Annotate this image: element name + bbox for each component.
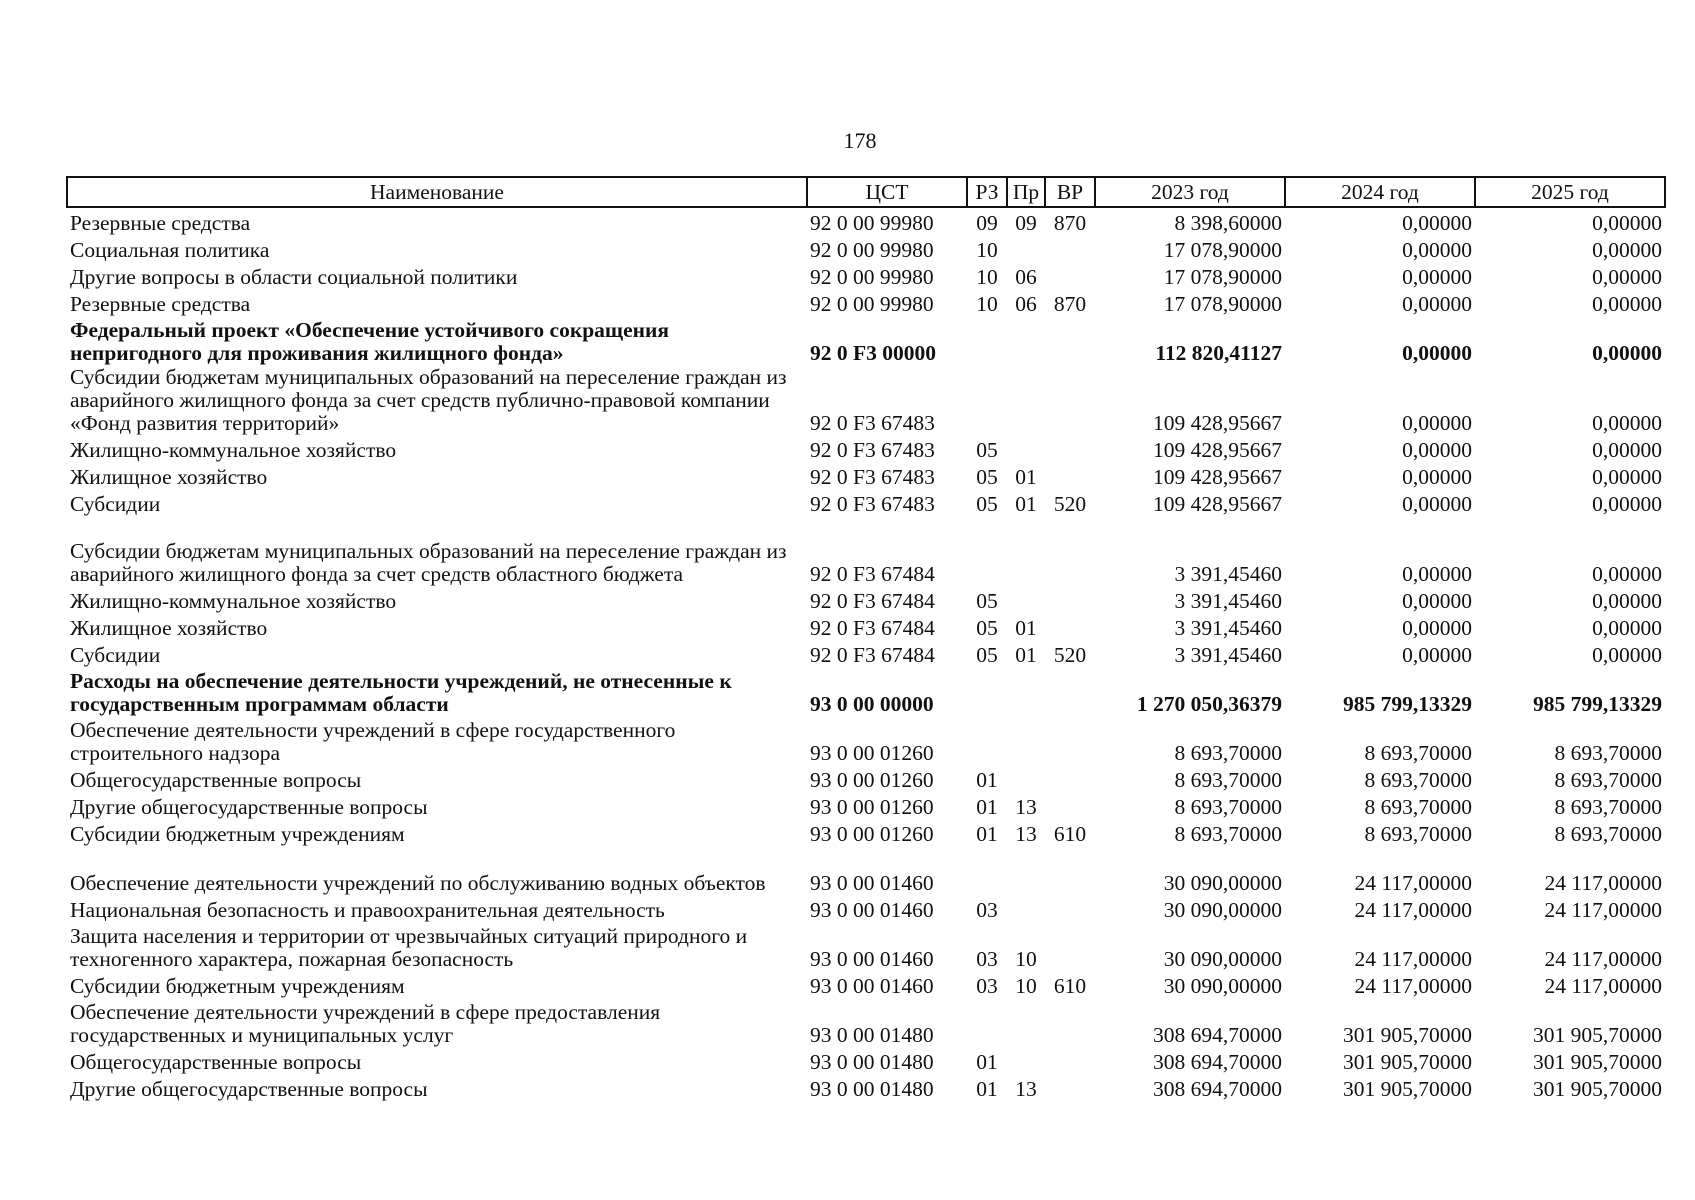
- row-amount-2023: 8 693,70000: [1174, 768, 1282, 792]
- row-pr: [1007, 516, 1045, 586]
- row-pr: 09: [1015, 211, 1037, 235]
- row-name: Общегосударственные вопросы: [70, 1050, 362, 1074]
- row-vr: [1045, 316, 1095, 365]
- row-amount-2024: 8 693,70000: [1364, 768, 1472, 792]
- row-amount-2025: 24 117,00000: [1544, 974, 1662, 998]
- column-header-name: Наименование: [67, 177, 807, 207]
- row-amount-2023: 3 391,45460: [1174, 589, 1282, 613]
- row-pr: 01: [1015, 616, 1037, 640]
- row-vr: [1045, 1047, 1095, 1074]
- row-vr: [1045, 998, 1095, 1047]
- budget-table: [66, 176, 1666, 1101]
- row-pr: [1007, 435, 1045, 462]
- row-name: Национальная безопасность и правоохранительная деятельность: [70, 898, 665, 922]
- row-pr: [1007, 895, 1045, 922]
- row-vr: [1045, 435, 1095, 462]
- row-name: Субсидии бюджетным учреждениям: [70, 822, 405, 846]
- row-rz: [967, 998, 1007, 1047]
- row-rz: 05: [976, 465, 998, 489]
- row-amount-2023: 109 428,95667: [1153, 465, 1282, 489]
- row-name: Жилищно-коммунальное хозяйство: [70, 438, 397, 462]
- row-cst: 92 0 00 99980: [810, 265, 934, 289]
- row-name: Резервные средства: [70, 292, 251, 316]
- row-pr: [1007, 998, 1045, 1047]
- row-amount-2024: 301 905,70000: [1343, 1023, 1472, 1047]
- row-pr: 06: [1015, 265, 1037, 289]
- row-rz: [967, 365, 1007, 435]
- row-amount-2025: 0,00000: [1592, 643, 1662, 667]
- row-rz: 03: [976, 898, 998, 922]
- row-amount-2025: 0,00000: [1592, 211, 1662, 235]
- row-vr: [1045, 613, 1095, 640]
- row-amount-2025: 24 117,00000: [1544, 871, 1662, 895]
- row-rz: 01: [976, 768, 998, 792]
- row-amount-2025: 0,00000: [1592, 465, 1662, 489]
- row-cst: 93 0 00 01460: [810, 947, 934, 971]
- row-amount-2025: 0,00000: [1592, 589, 1662, 613]
- row-rz: 03: [976, 947, 998, 971]
- row-cst: 93 0 00 01260: [810, 795, 934, 819]
- table-row: [67, 365, 1665, 435]
- row-vr: 870: [1053, 292, 1087, 316]
- row-amount-2023: 1 270 050,36379: [1136, 692, 1282, 716]
- row-name: Другие общегосударственные вопросы: [70, 795, 428, 819]
- row-amount-2024: 0,00000: [1402, 643, 1472, 667]
- row-amount-2023: 109 428,95667: [1153, 492, 1282, 516]
- row-name: Социальная политика: [70, 238, 270, 262]
- row-cst: 93 0 00 01480: [810, 1050, 934, 1074]
- row-amount-2024: 24 117,00000: [1354, 947, 1472, 971]
- column-header-vr: ВР: [1045, 177, 1095, 207]
- row-amount-2023: 8 693,70000: [1174, 741, 1282, 765]
- table-row: [67, 998, 1665, 1047]
- table-row: [67, 765, 1665, 792]
- row-amount-2024: 0,00000: [1402, 411, 1472, 435]
- row-rz: 10: [976, 292, 998, 316]
- row-amount-2023: 8 693,70000: [1174, 795, 1282, 819]
- row-name: Субсидии бюджетным учреждениям: [70, 974, 405, 998]
- row-amount-2025: 0,00000: [1592, 616, 1662, 640]
- row-amount-2025: 0,00000: [1592, 292, 1662, 316]
- row-pr: [1007, 235, 1045, 262]
- row-amount-2023: 30 090,00000: [1163, 974, 1282, 998]
- row-pr: [1007, 716, 1045, 765]
- row-amount-2025: 0,00000: [1592, 562, 1662, 586]
- row-pr: 13: [1015, 1077, 1037, 1101]
- row-vr: [1045, 1074, 1095, 1101]
- row-pr: [1007, 765, 1045, 792]
- row-amount-2025: 0,00000: [1592, 265, 1662, 289]
- row-amount-2025: 0,00000: [1592, 438, 1662, 462]
- row-vr: [1045, 765, 1095, 792]
- column-header-rz: РЗ: [967, 177, 1007, 207]
- table-row: [67, 971, 1665, 998]
- row-amount-2025: 0,00000: [1592, 341, 1662, 365]
- row-pr: [1007, 1047, 1045, 1074]
- table-row: [67, 435, 1665, 462]
- row-name: Другие вопросы в области социальной политики: [70, 265, 518, 289]
- table-row: [67, 922, 1665, 971]
- row-name: Федеральный проект «Обеспечение устойчивого сокращения непригодного для проживания жилищного фонда»: [70, 318, 670, 365]
- row-pr: 13: [1015, 822, 1037, 846]
- column-header-2025: 2025 год: [1475, 177, 1665, 207]
- column-header-2023: 2023 год: [1095, 177, 1285, 207]
- row-amount-2023: 30 090,00000: [1163, 947, 1282, 971]
- row-rz: 05: [976, 643, 998, 667]
- row-amount-2024: 0,00000: [1402, 438, 1472, 462]
- table-row: [67, 316, 1665, 365]
- row-rz: 01: [976, 795, 998, 819]
- table-row: [67, 516, 1665, 586]
- row-pr: 13: [1015, 795, 1037, 819]
- table-row: [67, 289, 1665, 316]
- row-rz: 05: [976, 616, 998, 640]
- table-row: [67, 716, 1665, 765]
- row-amount-2023: 17 078,90000: [1163, 292, 1282, 316]
- row-amount-2024: 0,00000: [1402, 211, 1472, 235]
- row-rz: 05: [976, 438, 998, 462]
- row-amount-2024: 24 117,00000: [1354, 898, 1472, 922]
- row-amount-2025: 24 117,00000: [1544, 947, 1662, 971]
- row-amount-2023: 308 694,70000: [1153, 1023, 1282, 1047]
- table-row: [67, 613, 1665, 640]
- row-name: Субсидии бюджетам муниципальных образований на переселение граждан из аварийного жилищного фонда за счет средств областного бюджета: [70, 539, 787, 586]
- row-cst: 92 0 F3 67484: [810, 562, 935, 586]
- row-cst: 92 0 F3 67483: [810, 438, 935, 462]
- table-header-row: [67, 177, 1665, 207]
- row-amount-2023: 109 428,95667: [1153, 411, 1282, 435]
- row-pr: 10: [1015, 947, 1037, 971]
- row-amount-2024: 301 905,70000: [1343, 1050, 1472, 1074]
- row-amount-2025: 985 799,13329: [1533, 692, 1662, 716]
- table-row: [67, 640, 1665, 667]
- column-header-pr: Пр: [1007, 177, 1045, 207]
- row-cst: 93 0 00 00000: [810, 692, 934, 716]
- row-rz: 03: [976, 974, 998, 998]
- row-rz: [967, 516, 1007, 586]
- row-pr: [1007, 586, 1045, 613]
- row-amount-2025: 8 693,70000: [1554, 822, 1662, 846]
- row-name: Обеспечение деятельности учреждений по обслуживанию водных объектов: [70, 871, 766, 895]
- row-vr: [1045, 895, 1095, 922]
- row-cst: 93 0 00 01460: [810, 898, 934, 922]
- row-amount-2025: 8 693,70000: [1554, 795, 1662, 819]
- row-rz: 01: [976, 822, 998, 846]
- row-vr: [1045, 586, 1095, 613]
- row-vr: [1045, 716, 1095, 765]
- row-amount-2024: 0,00000: [1402, 465, 1472, 489]
- row-rz: 01: [976, 1077, 998, 1101]
- row-pr: [1007, 316, 1045, 365]
- row-pr: [1007, 667, 1045, 716]
- row-amount-2024: 8 693,70000: [1364, 822, 1472, 846]
- row-cst: 92 0 F3 67483: [810, 411, 935, 435]
- row-vr: 610: [1053, 974, 1087, 998]
- table-row: [67, 1047, 1665, 1074]
- row-amount-2024: 0,00000: [1402, 265, 1472, 289]
- table-row: [67, 586, 1665, 613]
- row-cst: 93 0 00 01260: [810, 822, 934, 846]
- row-cst: 92 0 00 99980: [810, 292, 934, 316]
- row-vr: [1045, 462, 1095, 489]
- row-cst: 93 0 00 01460: [810, 871, 934, 895]
- row-name: Общегосударственные вопросы: [70, 768, 362, 792]
- column-header-cst: ЦСТ: [807, 177, 967, 207]
- row-amount-2024: 0,00000: [1402, 238, 1472, 262]
- row-amount-2023: 17 078,90000: [1163, 238, 1282, 262]
- row-vr: [1045, 922, 1095, 971]
- row-pr: 01: [1015, 465, 1037, 489]
- row-vr: [1045, 667, 1095, 716]
- row-amount-2024: 0,00000: [1402, 341, 1472, 365]
- row-amount-2024: 0,00000: [1402, 589, 1472, 613]
- row-rz: 01: [976, 1050, 998, 1074]
- row-amount-2024: 985 799,13329: [1343, 692, 1472, 716]
- row-rz: [967, 846, 1007, 895]
- row-rz: [967, 667, 1007, 716]
- table-row: [67, 792, 1665, 819]
- row-amount-2024: 301 905,70000: [1343, 1077, 1472, 1101]
- row-amount-2025: 0,00000: [1592, 411, 1662, 435]
- row-cst: 93 0 00 01480: [810, 1077, 934, 1101]
- row-amount-2025: 301 905,70000: [1533, 1077, 1662, 1101]
- row-name: Обеспечение деятельности учреждений в сфере государственного строительного надзора: [70, 718, 676, 765]
- row-vr: [1045, 516, 1095, 586]
- row-amount-2024: 0,00000: [1402, 492, 1472, 516]
- table-row: [67, 489, 1665, 516]
- row-name: Резервные средства: [70, 211, 251, 235]
- row-cst: 92 0 F3 67484: [810, 616, 935, 640]
- row-pr: 10: [1015, 974, 1037, 998]
- row-cst: 92 0 F3 00000: [810, 341, 937, 365]
- row-amount-2024: 0,00000: [1402, 562, 1472, 586]
- row-amount-2023: 3 391,45460: [1174, 562, 1282, 586]
- row-cst: 92 0 F3 67483: [810, 492, 935, 516]
- table-row: [67, 819, 1665, 846]
- row-name: Субсидии: [70, 643, 161, 667]
- row-cst: 92 0 F3 67484: [810, 643, 935, 667]
- table-row: [67, 667, 1665, 716]
- row-amount-2024: 24 117,00000: [1354, 974, 1472, 998]
- row-amount-2023: 3 391,45460: [1174, 643, 1282, 667]
- row-amount-2023: 17 078,90000: [1163, 265, 1282, 289]
- row-cst: 93 0 00 01480: [810, 1023, 934, 1047]
- row-amount-2023: 112 820,41127: [1155, 341, 1282, 365]
- table-row: [67, 895, 1665, 922]
- row-vr: 520: [1053, 492, 1087, 516]
- row-vr: [1045, 846, 1095, 895]
- row-amount-2025: 301 905,70000: [1533, 1050, 1662, 1074]
- row-amount-2024: 0,00000: [1402, 292, 1472, 316]
- row-amount-2023: 8 398,60000: [1174, 211, 1282, 235]
- row-cst: 92 0 F3 67483: [810, 465, 935, 489]
- row-name: Расходы на обеспечение деятельности учреждений, не отнесенные к государственным программам области: [70, 669, 732, 716]
- row-vr: [1045, 365, 1095, 435]
- row-vr: 520: [1053, 643, 1087, 667]
- row-pr: [1007, 846, 1045, 895]
- row-vr: [1045, 235, 1095, 262]
- row-vr: [1045, 792, 1095, 819]
- row-cst: 92 0 00 99980: [810, 211, 934, 235]
- row-rz: 10: [976, 265, 998, 289]
- row-rz: [967, 716, 1007, 765]
- row-amount-2025: 0,00000: [1592, 238, 1662, 262]
- row-amount-2025: 8 693,70000: [1554, 768, 1662, 792]
- table-row: [67, 846, 1665, 895]
- row-pr: [1007, 365, 1045, 435]
- row-cst: 93 0 00 01460: [810, 974, 934, 998]
- row-amount-2023: 308 694,70000: [1153, 1077, 1282, 1101]
- row-name: Субсидии бюджетам муниципальных образований на переселение граждан из аварийного жилищного фонда за счет средств публично-правовой компании «Фонд развития территорий»: [70, 365, 787, 435]
- row-name: Жилищное хозяйство: [70, 616, 268, 640]
- table-body: [67, 207, 1665, 1101]
- table-row: [67, 462, 1665, 489]
- row-rz: [967, 316, 1007, 365]
- row-rz: 10: [976, 238, 998, 262]
- row-amount-2023: 30 090,00000: [1163, 898, 1282, 922]
- row-amount-2024: 8 693,70000: [1364, 795, 1472, 819]
- row-amount-2023: 3 391,45460: [1174, 616, 1282, 640]
- table-row: [67, 207, 1665, 235]
- row-vr: [1045, 262, 1095, 289]
- column-header-2024: 2024 год: [1285, 177, 1475, 207]
- row-name: Обеспечение деятельности учреждений в сфере предоставления государственных и муниципальных услуг: [70, 1000, 661, 1047]
- row-cst: 93 0 00 01260: [810, 741, 934, 765]
- row-amount-2025: 0,00000: [1592, 492, 1662, 516]
- row-amount-2023: 30 090,00000: [1163, 871, 1282, 895]
- row-amount-2023: 109 428,95667: [1153, 438, 1282, 462]
- table-row: [67, 262, 1665, 289]
- row-rz: 05: [976, 589, 998, 613]
- row-pr: 06: [1015, 292, 1037, 316]
- row-amount-2023: 8 693,70000: [1174, 822, 1282, 846]
- row-name: Субсидии: [70, 492, 161, 516]
- row-pr: 01: [1015, 492, 1037, 516]
- row-cst: 92 0 00 99980: [810, 238, 934, 262]
- row-cst: 93 0 00 01260: [810, 768, 934, 792]
- row-rz: 05: [976, 492, 998, 516]
- row-amount-2024: 24 117,00000: [1354, 871, 1472, 895]
- row-name: Жилищное хозяйство: [70, 465, 268, 489]
- table-row: [67, 235, 1665, 262]
- row-vr: 870: [1053, 211, 1087, 235]
- row-name: Другие общегосударственные вопросы: [70, 1077, 428, 1101]
- row-amount-2025: 301 905,70000: [1533, 1023, 1662, 1047]
- page-number: 178: [843, 128, 877, 153]
- row-amount-2025: 24 117,00000: [1544, 898, 1662, 922]
- row-cst: 92 0 F3 67484: [810, 589, 935, 613]
- row-amount-2024: 8 693,70000: [1364, 741, 1472, 765]
- row-name: Защита населения и территории от чрезвычайных ситуаций природного и техногенного характера, пожарная безопасность: [70, 924, 748, 971]
- row-pr: 01: [1015, 643, 1037, 667]
- table-row: [67, 1074, 1665, 1101]
- row-amount-2025: 8 693,70000: [1554, 741, 1662, 765]
- row-vr: 610: [1053, 822, 1087, 846]
- row-rz: 09: [976, 211, 998, 235]
- row-name: Жилищно-коммунальное хозяйство: [70, 589, 397, 613]
- row-amount-2024: 0,00000: [1402, 616, 1472, 640]
- row-amount-2023: 308 694,70000: [1153, 1050, 1282, 1074]
